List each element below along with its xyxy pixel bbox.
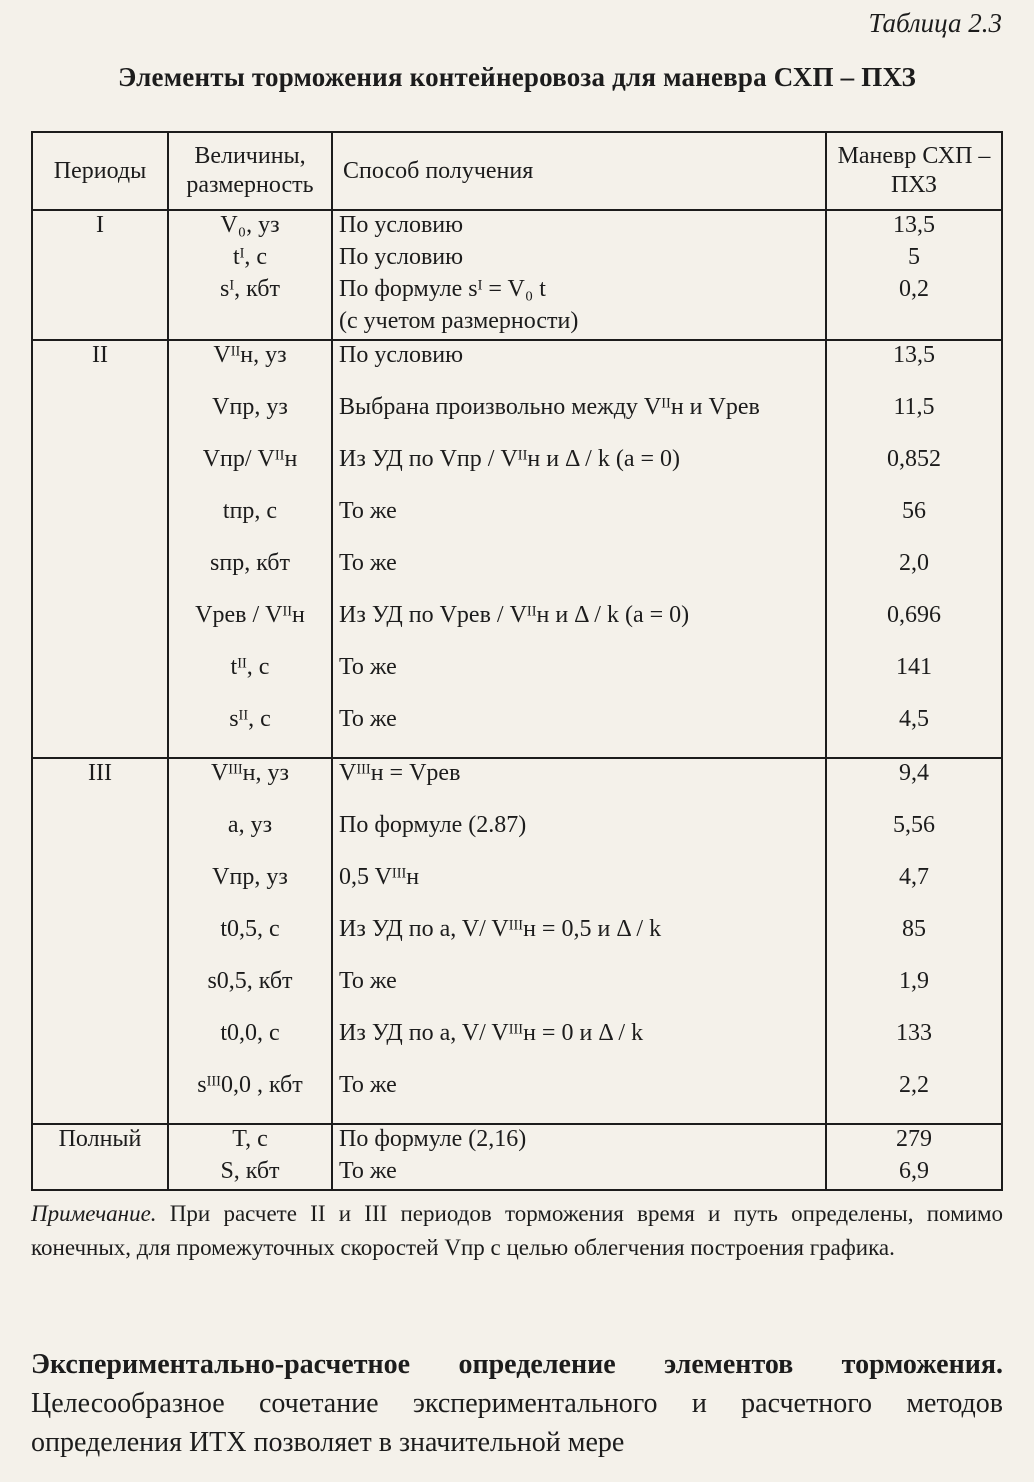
method-cell <box>332 340 826 758</box>
value-line: 2,0 <box>899 550 929 576</box>
paragraph-heading: Экспериментально-расчетное определение элементов торможения. <box>31 1349 1003 1380</box>
method-line: Vᴵᴵᴵн = Vрев <box>339 760 461 786</box>
header-periods: Периоды <box>32 132 168 210</box>
method-line: То же <box>339 654 397 680</box>
quantity-line: t0,5, с <box>220 916 280 942</box>
method-line: По условию <box>339 342 464 368</box>
value-line: 4,7 <box>899 864 929 890</box>
value-line: 85 <box>902 916 926 942</box>
quantity-line: Vрев / Vᴵᴵн <box>195 602 305 628</box>
quantity-line: a, уз <box>227 812 273 838</box>
table-row <box>32 210 1002 340</box>
quantity-line: Vпр/ Vᴵᴵн <box>202 446 298 472</box>
table-row <box>32 1124 1002 1190</box>
method-cell <box>332 210 826 340</box>
quantity-line: tпр, с <box>222 498 278 524</box>
quantity-line: sпр, кбт <box>210 550 290 576</box>
method-line: То же <box>339 706 397 732</box>
value-line: 5 <box>908 244 920 270</box>
method-line: Из УД по a, V/ Vᴵᴵᴵн = 0 и Δ / k <box>339 1020 644 1046</box>
method-line: (с учетом размерности) <box>339 308 579 334</box>
quantity-line: tᴵ, с <box>232 244 268 270</box>
period-cell: III <box>32 758 168 1124</box>
quantity-line: Vпр, уз <box>212 864 288 890</box>
quantity-cell <box>168 758 332 1124</box>
method-line: По условию <box>339 244 464 270</box>
value-cell <box>826 758 1002 1124</box>
quantity-line: t0,0, с <box>220 1020 280 1046</box>
table-row <box>32 758 1002 1124</box>
value-line: 133 <box>896 1020 932 1046</box>
method-line: То же <box>339 1072 397 1098</box>
value-line: 0,2 <box>899 276 929 302</box>
note-label: Примечание. <box>31 1201 157 1226</box>
value-line: 1,9 <box>899 968 929 994</box>
value-line: 11,5 <box>893 394 935 420</box>
method-cell <box>332 1124 826 1190</box>
table-group <box>32 1124 1002 1190</box>
quantity-line: tᴵᴵ, с <box>230 654 270 680</box>
value-line: 279 <box>896 1126 932 1152</box>
method-line: 0,5 Vᴵᴵᴵн <box>339 864 420 890</box>
quantity-line: sᴵᴵᴵ0,0 , кбт <box>197 1072 303 1098</box>
period-cell: II <box>32 340 168 758</box>
value-line: 2,2 <box>899 1072 929 1098</box>
method-line: По формуле (2,16) <box>339 1126 527 1152</box>
quantity-cell <box>168 340 332 758</box>
note-text: При расчете II и III периодов торможения время и путь определены, помимо конечных, для промежуточных скоростей Vпр с целью облегчения построения графика. <box>31 1201 1004 1260</box>
period-cell: I <box>32 210 168 340</box>
table-group <box>32 340 1002 758</box>
quantity-line: Vᴵᴵн, уз <box>213 342 287 368</box>
header-maneuver: Маневр СХП – ПХЗ <box>826 132 1002 210</box>
method-line: То же <box>339 1158 397 1184</box>
method-line: По условию <box>339 212 464 238</box>
value-line: 9,4 <box>899 760 929 786</box>
method-line: Из УД по a, V/ Vᴵᴵᴵн = 0,5 и Δ / k <box>339 916 662 942</box>
table-row <box>32 340 1002 758</box>
table-group <box>32 210 1002 340</box>
value-line: 4,5 <box>899 706 929 732</box>
method-line: Из УД по Vрев / Vᴵᴵн и Δ / k (a = 0) <box>339 602 690 628</box>
quantity-line: sᴵᴵ, с <box>229 706 271 732</box>
quantity-line: S, кбт <box>220 1158 280 1184</box>
value-line: 6,9 <box>899 1158 929 1184</box>
table-number: Таблица 2.3 <box>868 8 1002 38</box>
quantity-line: V₀, уз <box>220 212 280 238</box>
quantity-line <box>175 307 325 339</box>
quantity-cell <box>168 1124 332 1190</box>
method-line: По формуле (2.87) <box>339 812 527 838</box>
paragraph-text: Целесообразное сочетание экспериментального и расчетного методов определения ИТХ позволяет в значительной мере <box>31 1388 1003 1458</box>
method-line: То же <box>339 498 397 524</box>
value-cell <box>826 210 1002 340</box>
quantity-line: Vпр, уз <box>212 394 288 420</box>
value-cell <box>826 340 1002 758</box>
table-header-row <box>32 132 1002 210</box>
method-line: По формуле sᴵ = V₀ t <box>339 276 546 302</box>
period-cell: Полный <box>32 1124 168 1190</box>
value-line: 141 <box>896 654 932 680</box>
value-line: 5,56 <box>893 812 935 838</box>
body-paragraph <box>31 1345 1003 1462</box>
method-line: Из УД по Vпр / Vᴵᴵн и Δ / k (a = 0) <box>339 446 680 472</box>
value-line <box>833 307 995 339</box>
quantity-line: Vᴵᴵᴵн, уз <box>210 760 290 786</box>
table-title: Элементы торможения контейнеровоза для маневра СХП – ПХЗ <box>118 62 916 92</box>
value-cell <box>826 1124 1002 1190</box>
header-quantities: Величины, размерность <box>168 132 332 210</box>
quantity-line: T, с <box>232 1126 268 1152</box>
method-line: Выбрана произвольно между Vᴵᴵн и Vрев <box>339 394 760 420</box>
header-method: Способ получения <box>332 132 826 210</box>
braking-elements-table <box>31 131 1003 1191</box>
value-line: 0,696 <box>887 602 941 628</box>
table-note <box>31 1197 1003 1265</box>
method-line: То же <box>339 968 397 994</box>
value-line: 56 <box>902 498 926 524</box>
quantity-line: s0,5, кбт <box>207 968 293 994</box>
table-group <box>32 758 1002 1124</box>
method-line: То же <box>339 550 397 576</box>
quantity-line: sᴵ, кбт <box>220 276 280 302</box>
value-line: 13,5 <box>893 212 935 238</box>
quantity-cell <box>168 210 332 340</box>
value-line: 0,852 <box>887 446 941 472</box>
value-line: 13,5 <box>893 342 935 368</box>
method-cell <box>332 758 826 1124</box>
